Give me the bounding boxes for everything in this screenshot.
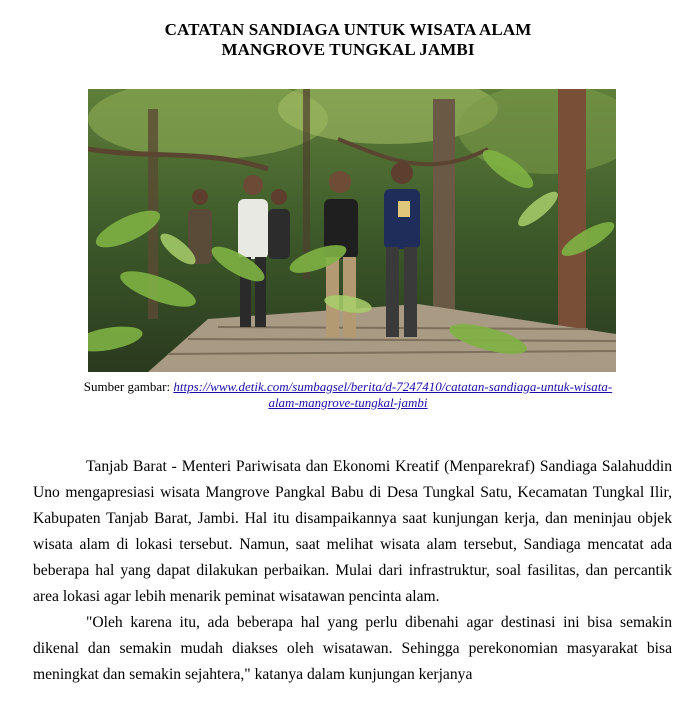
paragraph: Tanjab Barat - Menteri Pariwisata dan Ekonomi Kreatif (Menparekraf) Sandiaga Salahuddin Uno mengapresiasi wisata Mangrove Pangkal Babu di Desa Tungkal Satu, Kecamatan Tungkal Ilir, Kabupaten Tanjab Barat, Jambi. Hal itu disampaikannya saat kunjungan kerja, dan meninjau objek wisata alam di lokasi tersebut. Namun, saat melihat wisata alam tersebut, Sandiaga mencatat ada beberapa hal yang dapat dilakukan perbaikan. Mulai dari infrastruktur, soal fasilitas, dan percantik area lokasi agar lebih menarik peminat wisatawan pencinta alam. xyxy=(33,458,672,605)
document-title xyxy=(0,20,696,60)
title-line-1: CATATAN SANDIAGA UNTUK WISATA ALAM xyxy=(164,20,532,39)
article-body xyxy=(33,454,672,688)
article-photo xyxy=(88,89,616,372)
source-link-continued[interactable]: alam-mangrove-tungkal-jambi xyxy=(268,395,428,410)
title-line-2: MANGROVE TUNGKAL JAMBI xyxy=(221,40,475,59)
source-link[interactable]: https://www.detik.com/sumbagsel/berita/d-7247410/catatan-sandiaga-untuk-wisata- xyxy=(173,379,613,394)
image-source-caption xyxy=(0,379,696,411)
paragraph: "Oleh karena itu, ada beberapa hal yang perlu dibenahi agar destinasi ini bisa semakin dikenal dan semakin mudah diakses oleh wisatawan. Sehingga perekonomian masyarakat bisa meningkat dan semakin sejahtera," katanya dalam kunjungan kerjanya xyxy=(33,614,672,683)
caption-prefix: Sumber gambar: xyxy=(83,379,174,394)
